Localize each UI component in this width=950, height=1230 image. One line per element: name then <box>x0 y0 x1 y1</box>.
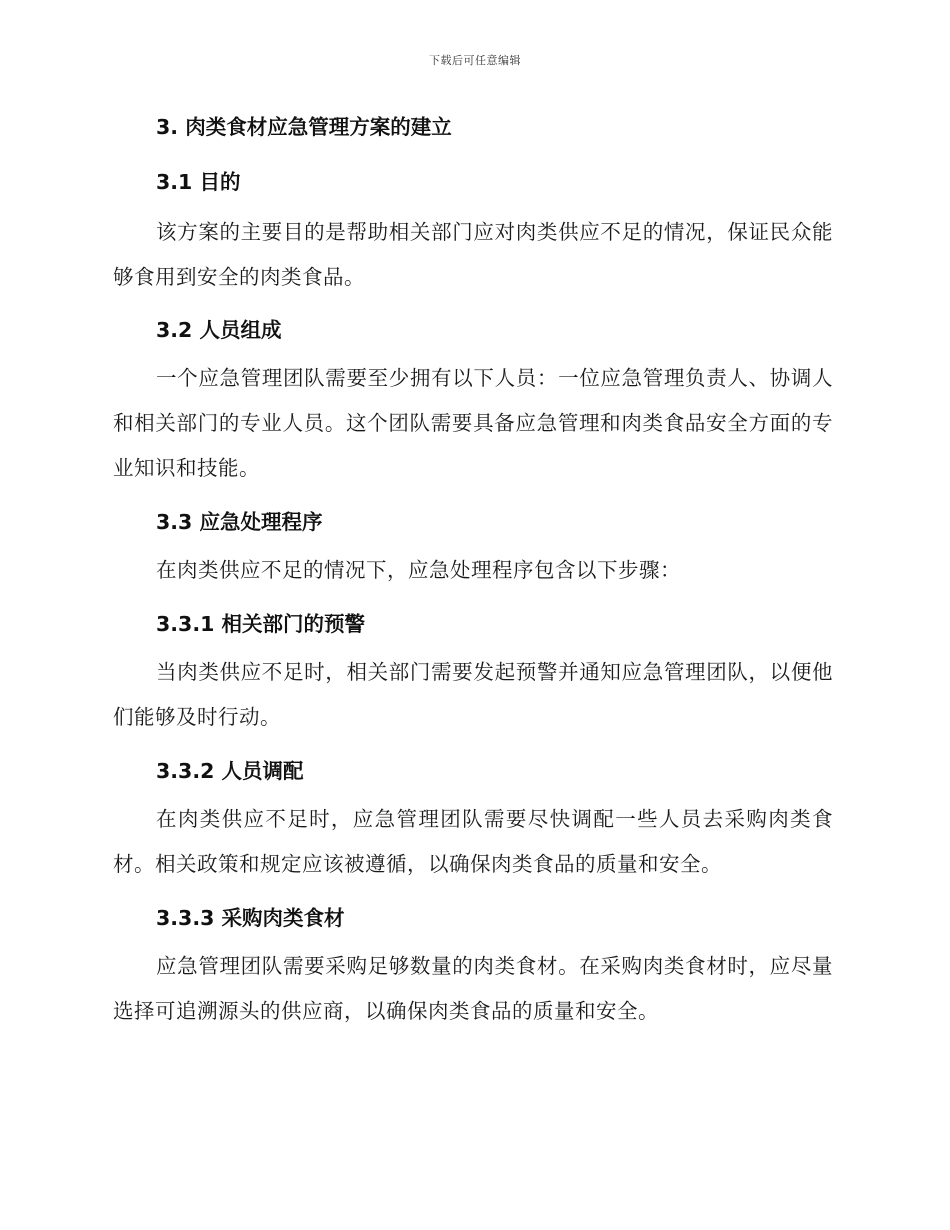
section-3-3-3-heading: 3.3.3 采购肉类食材 <box>156 906 345 930</box>
section-3-3-paragraph: 在肉类供应不足的情况下，应急处理程序包含以下步骤： <box>156 558 681 582</box>
document-body <box>113 113 833 1034</box>
section-3-3-2-paragraph: 在肉类供应不足时，应急管理团队需要尽快调配一些人员去采购肉类食材。相关政策和规定应该被遵循，以确保肉类食品的质量和安全。 <box>113 807 833 876</box>
section-3-2-heading: 3.2 人员组成 <box>156 318 282 342</box>
section-3-heading: 3. 肉类食材应急管理方案的建立 <box>156 115 452 139</box>
section-3-3-heading: 3.3 应急处理程序 <box>156 510 323 534</box>
section-3-2-paragraph: 一个应急管理团队需要至少拥有以下人员：一位应急管理负责人、协调人和相关部门的专业人员。这个团队需要具备应急管理和肉类食品安全方面的专业知识和技能。 <box>113 366 833 480</box>
section-3-1-paragraph: 该方案的主要目的是帮助相关部门应对肉类供应不足的情况，保证民众能够食用到安全的肉类食品。 <box>113 220 833 289</box>
section-3-3-2-heading: 3.3.2 人员调配 <box>156 759 304 783</box>
page-header: 下载后可任意编辑 <box>429 54 521 67</box>
section-3-3-3-paragraph: 应急管理团队需要采购足够数量的肉类食材。在采购肉类食材时，应尽量选择可追溯源头的供应商，以确保肉类食品的质量和安全。 <box>113 954 833 1023</box>
section-3-3-1-heading: 3.3.1 相关部门的预警 <box>156 612 366 636</box>
section-3-3-1-paragraph: 当肉类供应不足时，相关部门需要发起预警并通知应急管理团队，以便他们能够及时行动。 <box>113 660 833 729</box>
section-3-1-heading: 3.1 目的 <box>156 170 241 194</box>
